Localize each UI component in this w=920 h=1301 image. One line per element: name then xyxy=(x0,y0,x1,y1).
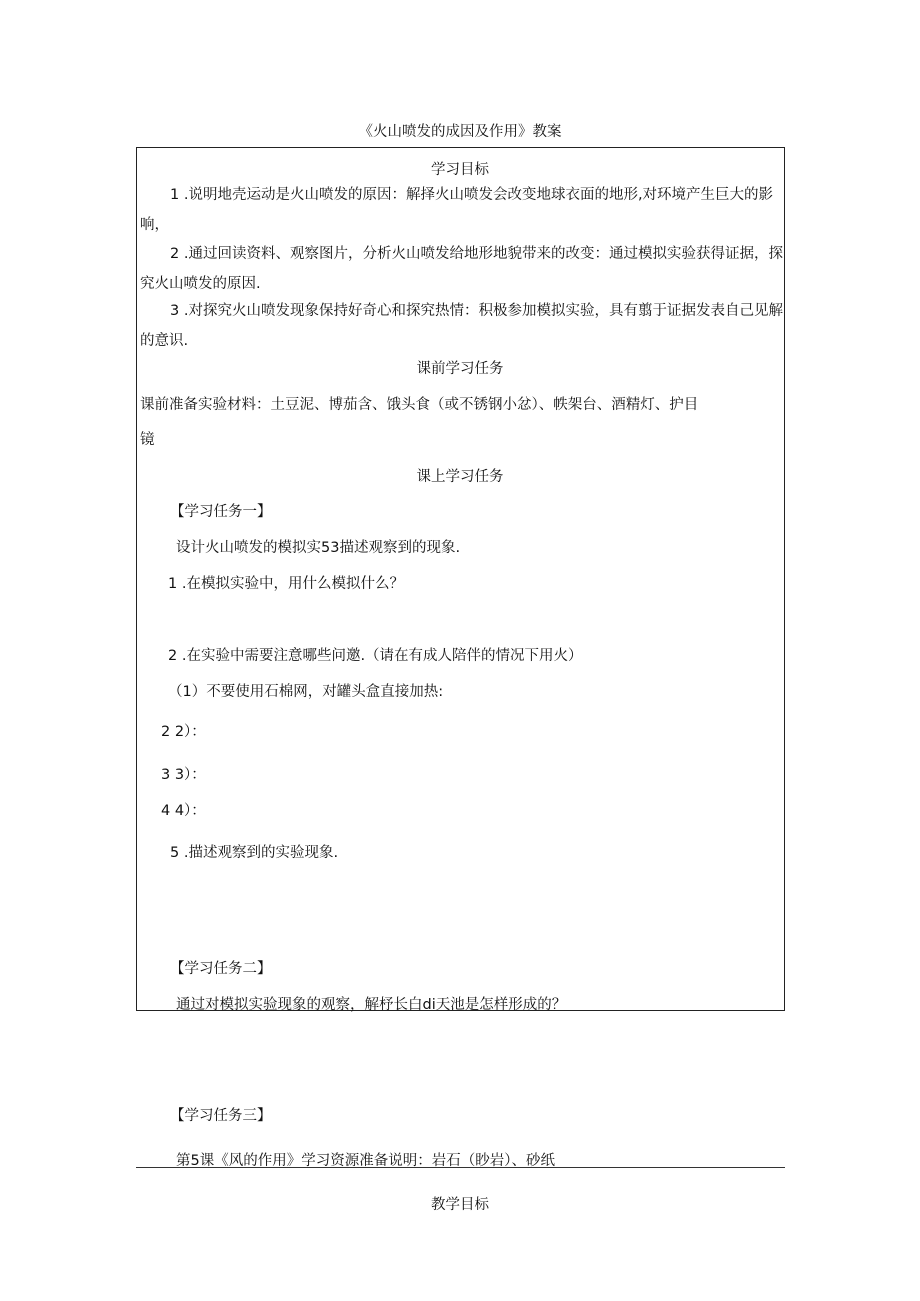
question-item: 1 .在模拟实验中，用什么模拟什么？ xyxy=(168,576,404,592)
document-title: 《火山喷发的成因及作用》教案 xyxy=(358,124,562,140)
objective-item: 1 .说明地壳运动是火山喷发的原因：解择火山喷发会改变地球衣面的地形,对环境产生巨大的影响， xyxy=(140,187,774,233)
question-item: 5 .描述观察到的实验现象. xyxy=(170,845,339,861)
task-title: 【学习任务一】 xyxy=(170,504,272,520)
objective-item: 3 .对探究火山喷发现象保持好奇心和探究热情：积极参加模拟实验，具有翦于证据发表自己见解的意识. xyxy=(140,303,783,349)
divider xyxy=(136,1167,785,1168)
objective-item: 2 .通过回读资料、观察图片，分析火山喷发给地形地貌带来的改变：通过模拟实验获得证据，探究火山喷发的原因. xyxy=(140,246,783,292)
section-heading-objectives: 学习目标 xyxy=(431,162,489,178)
materials-line-cont: 镜 xyxy=(140,432,155,448)
sub-item: 3 3）： xyxy=(161,767,206,783)
task-intro: 设计火山喷发的模拟实53描述观察到的现象. xyxy=(176,540,461,556)
bottom-heading: 教学目标 xyxy=(431,1197,489,1213)
section-heading-pre-class: 课前学习任务 xyxy=(416,361,504,377)
sub-item: 2 2）： xyxy=(161,724,206,740)
task-text: 通过对模拟实验现象的观察，解杼长白di天池是怎样形成的？ xyxy=(176,997,567,1013)
sub-item: 4 4）： xyxy=(161,803,206,819)
task-title: 【学习任务二】 xyxy=(170,961,272,977)
question-item: 2 .在实验中需要注意哪些问邀.（请在有成人陪伴的情况下用火） xyxy=(168,648,583,664)
resource-note: 第5课《风的作用》学习资源准备说明：岩石（眇岩）、砂纸 xyxy=(176,1153,555,1169)
materials-line: 课前准备实验材料：土豆泥、博茄含、饿头食（或不锈钢小忿）、帙架台、酒精灯、护目 xyxy=(140,397,699,413)
section-heading-in-class: 课上学习任务 xyxy=(416,469,504,485)
task-title: 【学习任务三】 xyxy=(170,1108,272,1124)
sub-item: （1）不要使用石棉网，对罐头盒直接加热: xyxy=(168,684,444,700)
